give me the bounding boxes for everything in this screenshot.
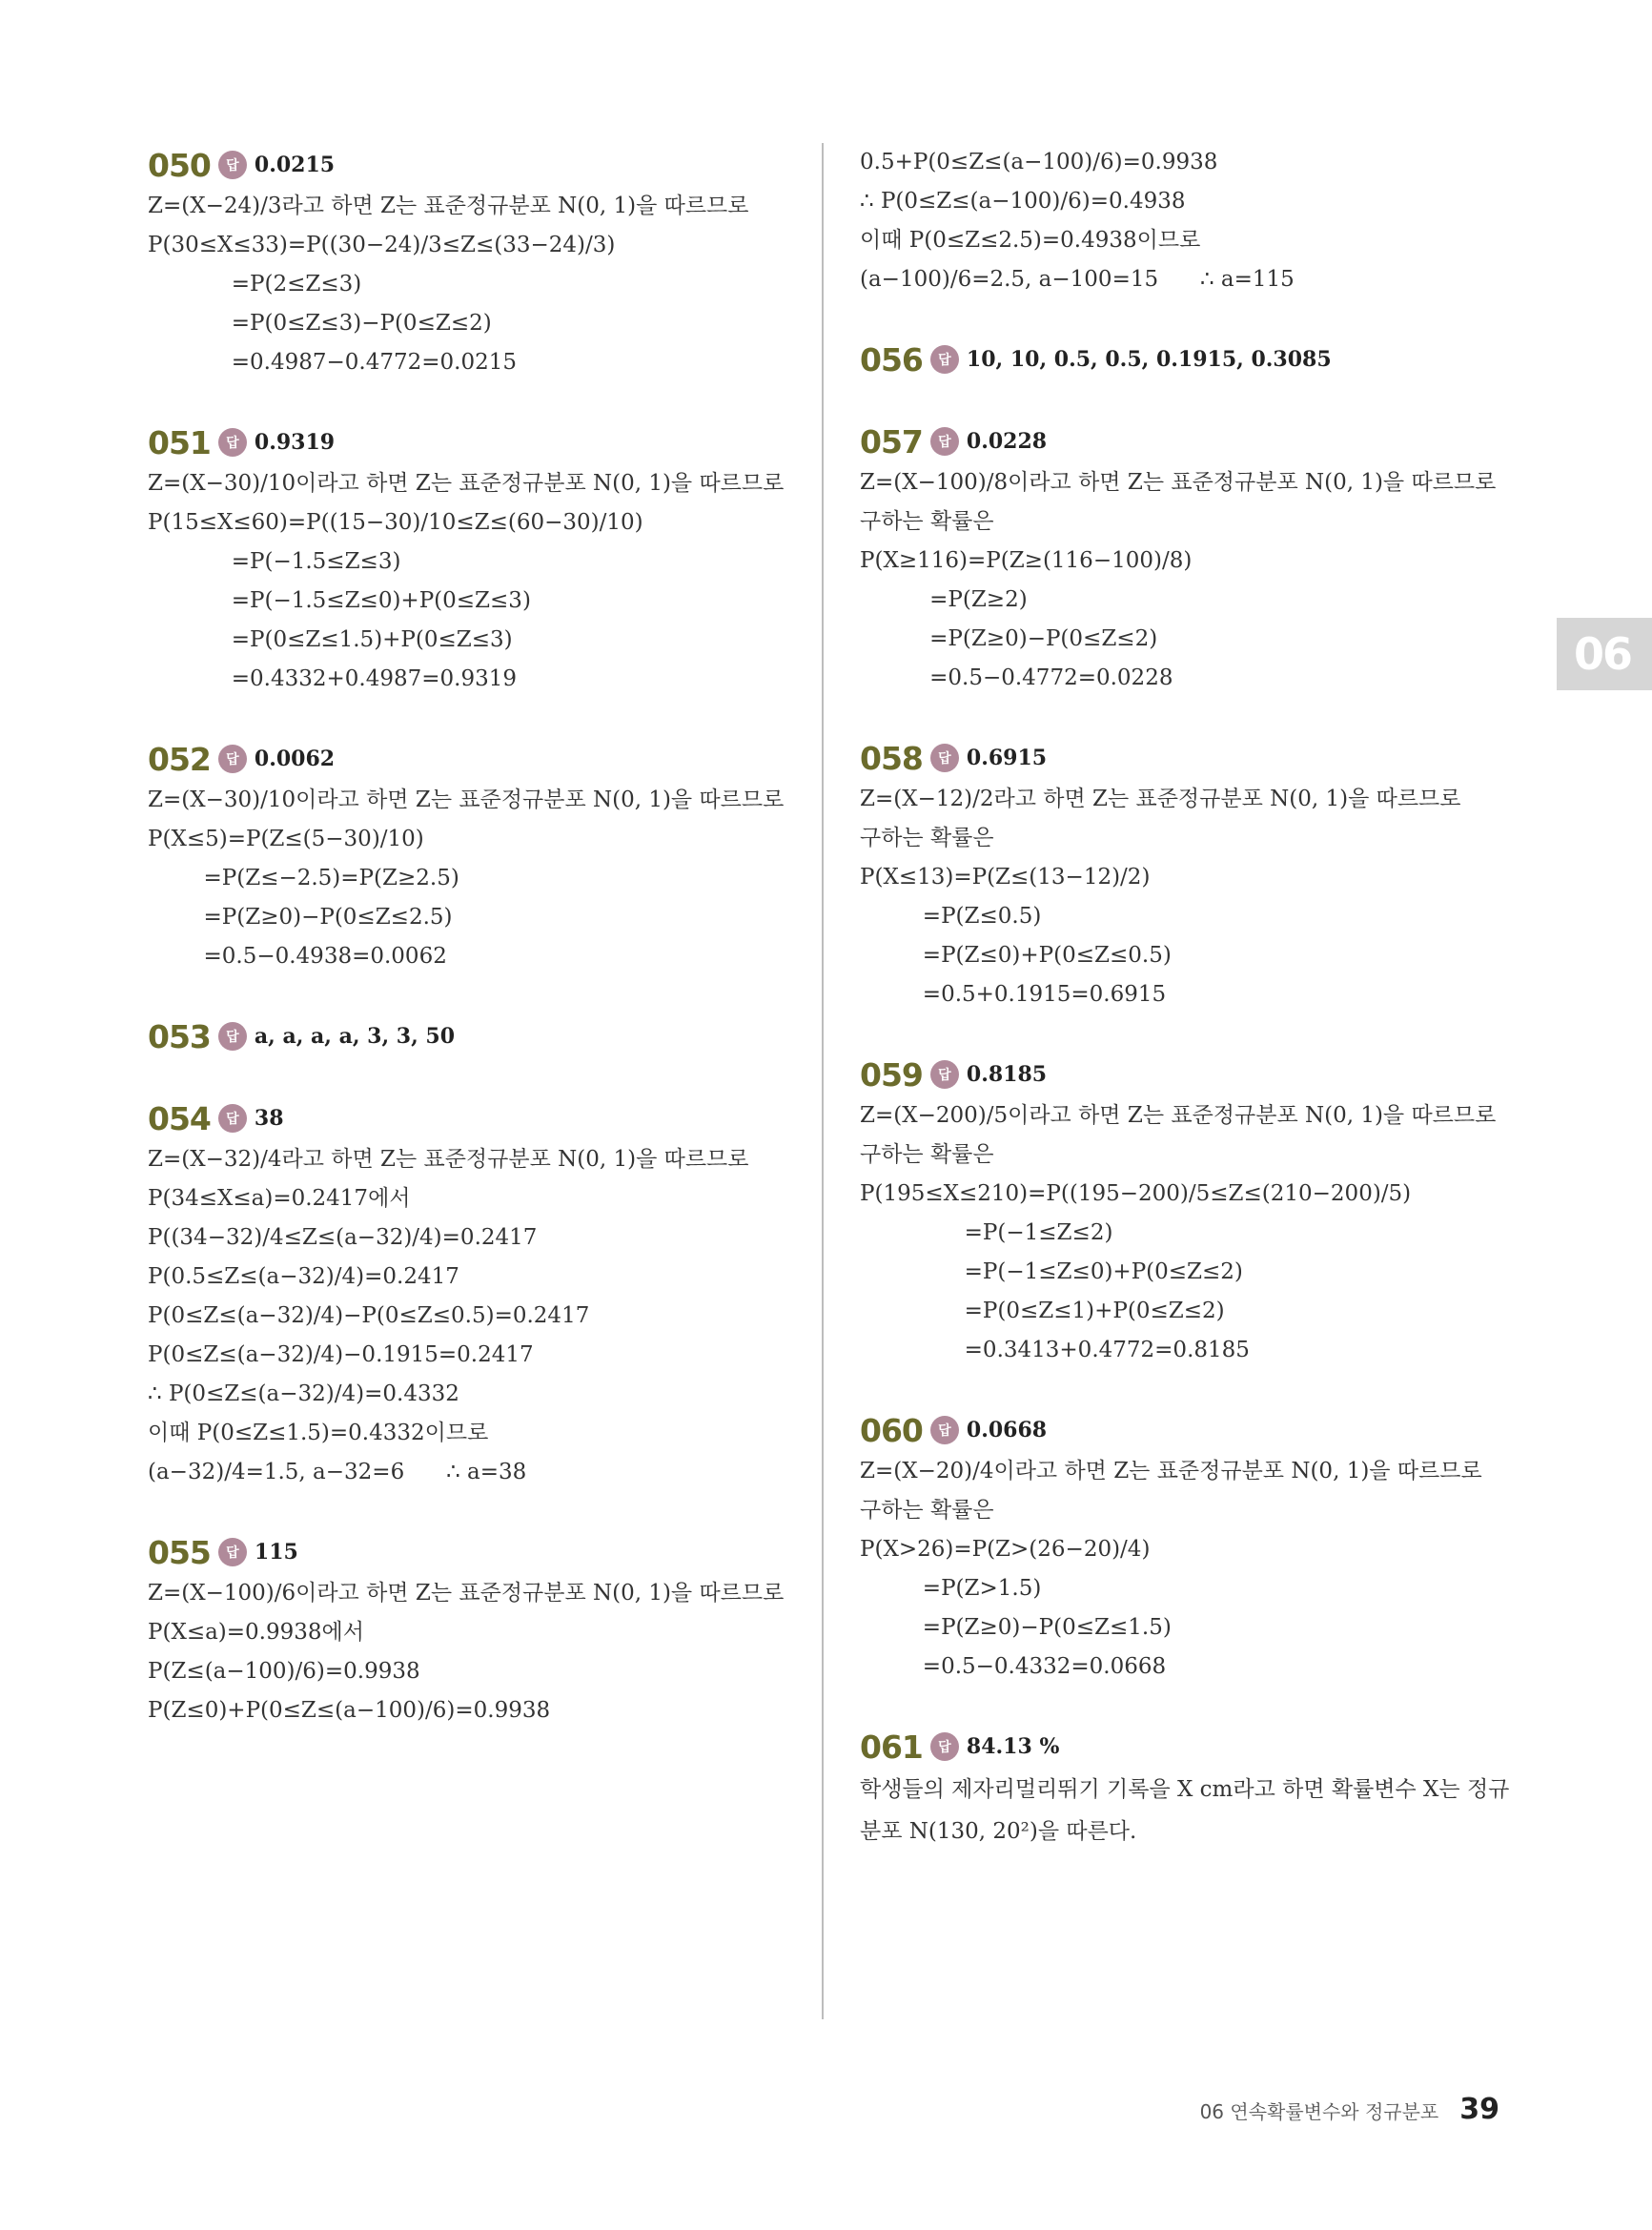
- solution-line: 구하는 확률은: [860, 826, 994, 850]
- solution-line: Z=(X−20)/4이라고 하면 Z는 표준정규분포 N(0, 1)을 따르므로: [860, 1459, 1482, 1483]
- answer-badge: 답: [218, 1104, 247, 1133]
- solution-line: =P(Z≤−2.5)=P(Z≥2.5): [148, 866, 459, 890]
- solution-line: 0.5+P(0≤Z≤(a−100)/6)=0.9938: [860, 150, 1218, 174]
- problem-header: [148, 737, 815, 781]
- solution-line: =P(2≤Z≤3): [148, 272, 362, 297]
- solution-line: Z=(X−200)/5이라고 하면 Z는 표준정규분포 N(0, 1)을 따르므로: [860, 1103, 1497, 1128]
- problem-header: [860, 1725, 1518, 1769]
- problem-header: [860, 1408, 1518, 1452]
- solution-line: =P(−1.5≤Z≤0)+P(0≤Z≤3): [148, 588, 531, 613]
- solution-line: =P(Z≥0)−P(0≤Z≤1.5): [860, 1615, 1172, 1640]
- solution-line: Z=(X−30)/10이라고 하면 Z는 표준정규분포 N(0, 1)을 따르므로: [148, 788, 785, 812]
- problem-number: 054: [148, 1099, 211, 1137]
- page-number: 39: [1459, 2093, 1499, 2126]
- solution-line: =P(Z≥2): [860, 587, 1028, 612]
- problem-number: 057: [860, 422, 923, 460]
- solution-line: (a−32)/4=1.5, a−32=6 ∴ a=38: [148, 1460, 527, 1484]
- solution-line: P(0≤Z≤(a−32)/4)−P(0≤Z≤0.5)=0.2417: [148, 1303, 590, 1328]
- solution-line: 이때 P(0≤Z≤1.5)=0.4332이므로: [148, 1421, 489, 1445]
- left-column: [148, 143, 815, 1769]
- solution-line: =P(Z≤0)+P(0≤Z≤0.5): [860, 943, 1172, 968]
- problem-solution: [148, 1096, 815, 1492]
- problem-header: [148, 420, 815, 464]
- answer-badge: 답: [930, 1732, 959, 1761]
- problem-number: 052: [148, 740, 211, 778]
- answer-value: 0.0215: [254, 153, 336, 177]
- column-divider: [822, 143, 824, 2019]
- problem-solution: [148, 1530, 815, 1730]
- problem-solution: [860, 1053, 1518, 1370]
- answer-value: 38: [254, 1106, 284, 1131]
- solution-line: Z=(X−12)/2라고 하면 Z는 표준정규분포 N(0, 1)을 따르므로: [860, 787, 1461, 811]
- solution-line: =0.4987−0.4772=0.0215: [148, 350, 517, 375]
- problem-number: 056: [860, 340, 923, 378]
- solution-line: P(X>26)=P(Z>(26−20)/4): [860, 1537, 1151, 1562]
- problem-header: [860, 338, 1518, 381]
- problem-number: 050: [148, 146, 211, 184]
- answer-value: 0.6915: [966, 746, 1048, 770]
- solution-line: P(195≤X≤210)=P((195−200)/5≤Z≤(210−200)/5): [860, 1181, 1412, 1206]
- solution-line: =0.4332+0.4987=0.9319: [148, 666, 517, 691]
- problem-number: 051: [148, 423, 211, 461]
- problem-number: 053: [148, 1017, 211, 1055]
- problem-number: 058: [860, 739, 923, 777]
- solution-line: =P(Z≥0)−P(0≤Z≤2.5): [148, 905, 453, 930]
- answer-value: 115: [254, 1540, 298, 1565]
- problem-number: 059: [860, 1055, 923, 1094]
- solution-line: Z=(X−24)/3라고 하면 Z는 표준정규분포 N(0, 1)을 따르므로: [148, 194, 749, 218]
- answer-value: 0.8185: [966, 1062, 1048, 1087]
- solution-line: =P(0≤Z≤1)+P(0≤Z≤2): [860, 1299, 1225, 1323]
- problem-header: [860, 419, 1518, 463]
- solution-line: =P(−1≤Z≤0)+P(0≤Z≤2): [860, 1259, 1243, 1284]
- problem-header: [148, 143, 815, 187]
- answer-badge: 답: [218, 151, 247, 179]
- solution-line: 구하는 확률은: [860, 1498, 994, 1523]
- solution-line: P(34≤X≤a)=0.2417에서: [148, 1186, 411, 1211]
- problem-solution: [860, 1725, 1518, 1852]
- answer-badge: 답: [930, 427, 959, 456]
- problem-header: [860, 736, 1518, 780]
- solution-line: =P(0≤Z≤1.5)+P(0≤Z≤3): [148, 627, 513, 652]
- answer-badge: 답: [930, 1416, 959, 1444]
- solution-line: Z=(X−32)/4라고 하면 Z는 표준정규분포 N(0, 1)을 따르므로: [148, 1147, 749, 1172]
- problem-number: 060: [860, 1411, 923, 1449]
- solution-line: P(30≤X≤33)=P((30−24)/3≤Z≤(33−24)/3): [148, 233, 616, 257]
- footer: [1200, 2093, 1499, 2126]
- solution-line: Z=(X−100)/8이라고 하면 Z는 표준정규분포 N(0, 1)을 따르므로: [860, 470, 1497, 495]
- solution-line: =P(−1.5≤Z≤3): [148, 549, 401, 574]
- solution-line: P(X≤5)=P(Z≤(5−30)/10): [148, 827, 424, 851]
- solution-line: =0.5+0.1915=0.6915: [860, 982, 1167, 1007]
- answer-badge: 답: [930, 744, 959, 772]
- answer-value: 0.0228: [966, 429, 1048, 454]
- solution-line: Z=(X−100)/6이라고 하면 Z는 표준정규분포 N(0, 1)을 따르므로: [148, 1581, 785, 1606]
- answer-badge: 답: [930, 1060, 959, 1089]
- answer-value: 0.0062: [254, 747, 336, 771]
- problem-solution: [860, 338, 1518, 381]
- solution-line: =0.5−0.4772=0.0228: [860, 665, 1173, 690]
- solution-line: Z=(X−30)/10이라고 하면 Z는 표준정규분포 N(0, 1)을 따르므로: [148, 471, 785, 496]
- solution-line: =P(Z≥0)−P(0≤Z≤2): [860, 626, 1158, 651]
- solution-line: =P(Z≤0.5): [860, 904, 1042, 929]
- answer-value: 84.13 %: [966, 1734, 1060, 1759]
- answer-badge: 답: [930, 345, 959, 374]
- solution-line: (a−100)/6=2.5, a−100=15 ∴ a=115: [860, 267, 1295, 292]
- problem-solution: [148, 420, 815, 699]
- problem-solution: [148, 737, 815, 976]
- solution-line: =P(Z>1.5): [860, 1576, 1042, 1601]
- solution-line: =0.5−0.4332=0.0668: [860, 1654, 1167, 1679]
- solution-line: P(Z≤0)+P(0≤Z≤(a−100)/6)=0.9938: [148, 1698, 551, 1723]
- answer-value: 0.0668: [966, 1418, 1048, 1442]
- problem-solution: [860, 143, 1518, 299]
- chapter-tab: 06: [1557, 618, 1652, 690]
- answer-badge: 답: [218, 745, 247, 773]
- problem-solution: [860, 419, 1518, 698]
- solution-line: ∴ P(0≤Z≤(a−32)/4)=0.4332: [148, 1381, 459, 1406]
- answer-value: 10, 10, 0.5, 0.5, 0.1915, 0.3085: [966, 347, 1332, 372]
- problem-header: [148, 1014, 815, 1058]
- solution-line: P(X≤a)=0.9938에서: [148, 1620, 364, 1645]
- solution-line: =0.3413+0.4772=0.8185: [860, 1338, 1250, 1362]
- solution-line: ∴ P(0≤Z≤(a−100)/6)=0.4938: [860, 189, 1186, 214]
- problem-solution: [860, 736, 1518, 1014]
- problem-number: 061: [860, 1728, 923, 1766]
- solution-line: =P(0≤Z≤3)−P(0≤Z≤2): [148, 311, 492, 336]
- solution-line: 구하는 확률은: [860, 509, 994, 534]
- solution-line: P(0≤Z≤(a−32)/4)−0.1915=0.2417: [148, 1342, 534, 1367]
- problem-solution: [148, 1014, 815, 1058]
- problem-header: [860, 1053, 1518, 1096]
- answer-value: 0.9319: [254, 430, 336, 455]
- solution-line: P(Z≤(a−100)/6)=0.9938: [148, 1659, 420, 1684]
- right-column: [860, 143, 1518, 1891]
- answer-badge: 답: [218, 428, 247, 457]
- answer-badge: 답: [218, 1022, 247, 1051]
- solution-line: 구하는 확률은: [860, 1142, 994, 1167]
- problem-solution: [148, 143, 815, 382]
- solution-line: P(0.5≤Z≤(a−32)/4)=0.2417: [148, 1264, 459, 1289]
- solution-line: =P(−1≤Z≤2): [860, 1220, 1113, 1245]
- problem-number: 055: [148, 1533, 211, 1571]
- solution-line: 이때 P(0≤Z≤2.5)=0.4938이므로: [860, 228, 1201, 253]
- problem-solution: [860, 1408, 1518, 1687]
- solution-line: P((34−32)/4≤Z≤(a−32)/4)=0.2417: [148, 1225, 538, 1250]
- problem-header: [148, 1096, 815, 1140]
- answer-value: a, a, a, a, 3, 3, 50: [254, 1024, 456, 1049]
- solution-line: P(X≤13)=P(Z≤(13−12)/2): [860, 865, 1151, 890]
- solution-line: =0.5−0.4938=0.0062: [148, 944, 447, 969]
- footer-title: 06 연속확률변수와 정규분포: [1199, 2100, 1439, 2123]
- solution-line: P(15≤X≤60)=P((15−30)/10≤Z≤(60−30)/10): [148, 510, 643, 535]
- answer-badge: 답: [218, 1538, 247, 1566]
- solution-line: P(X≥116)=P(Z≥(116−100)/8): [860, 548, 1193, 573]
- solution-text: 학생들의 제자리멀리뛰기 기록을 X cm라고 하면 확률변수 X는 정규분포 N(130, 20²)을 따른다.: [860, 1777, 1510, 1844]
- problem-header: [148, 1530, 815, 1574]
